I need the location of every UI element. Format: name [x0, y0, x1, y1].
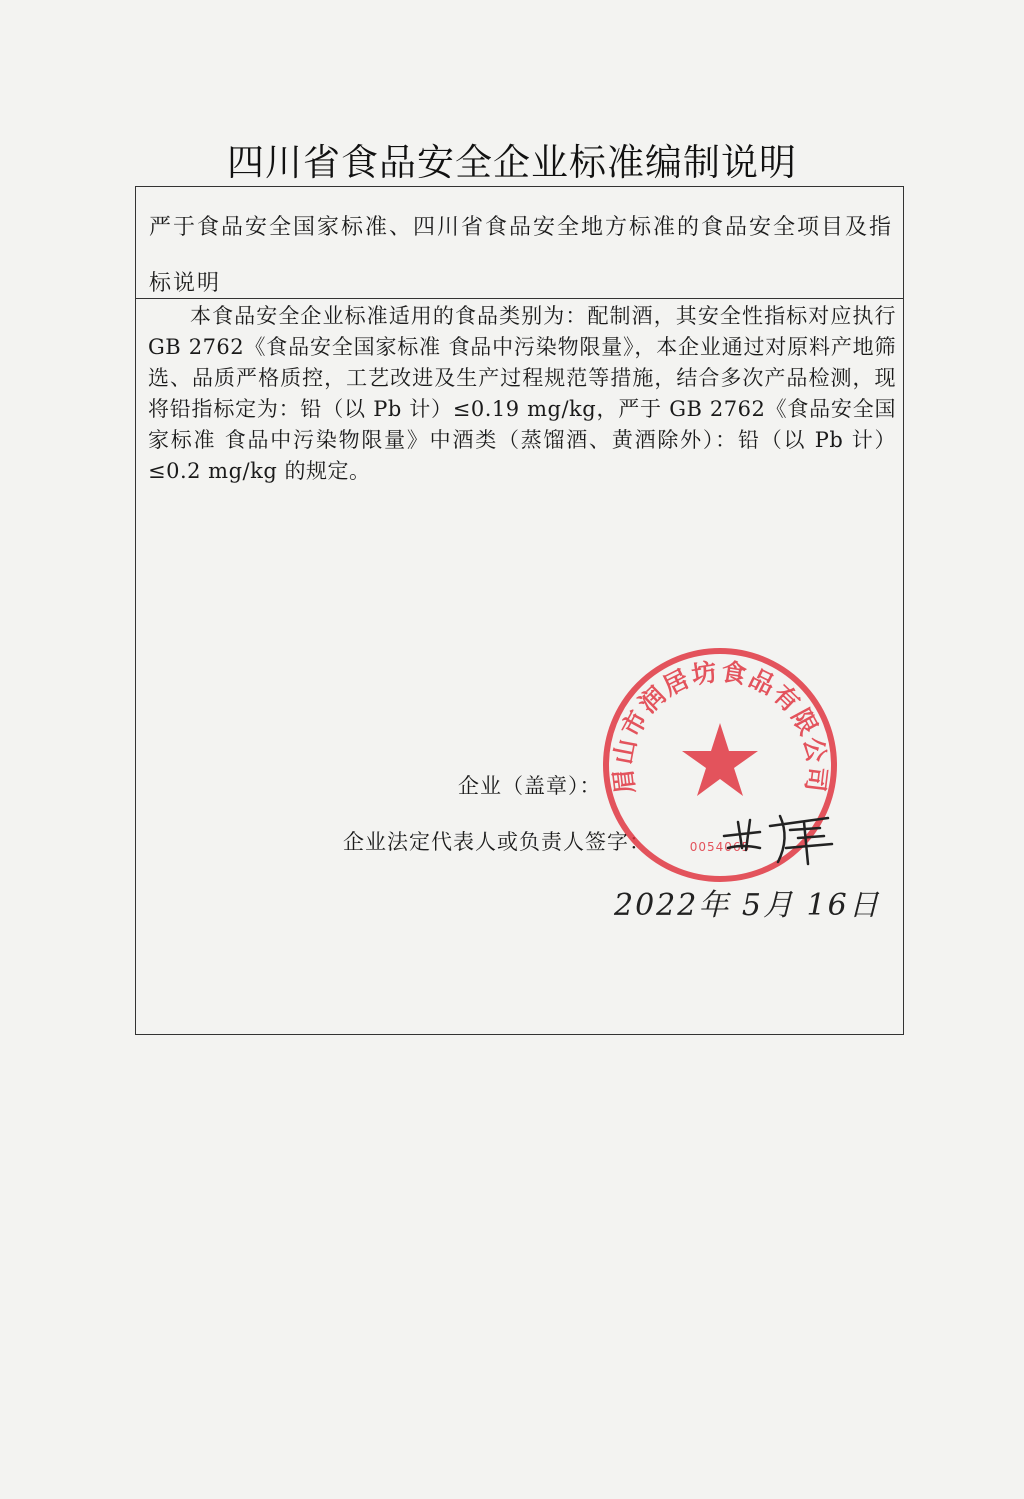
table-header-cell: 严于食品安全国家标准、四川省食品安全地方标准的食品安全项目及指标说明: [136, 187, 903, 299]
handwritten-date: 2022年 5月 16日: [614, 888, 881, 923]
seal-star-icon: [682, 723, 758, 796]
svg-text:眉山市润居坊食品有限公司: 眉山市润居坊食品有限公司: [608, 656, 832, 796]
handwritten-signature: [720, 808, 840, 868]
page-title: 四川省食品安全企业标准编制说明: [227, 141, 797, 184]
seal-label: 企业（盖章）：: [458, 774, 602, 798]
svg-text:0054065: 0054065: [689, 840, 751, 854]
signature-label: 企业法定代表人或负责人签字：: [343, 830, 651, 854]
body-paragraph: 本食品安全企业标准适用的食品类别为：配制酒，其安全性指标对应执行 GB 2762《食品安全国家标准 食品中污染物限量》，本企业通过对原料产地筛选、品质严格质控，工艺改进及生产过程规范等措施，结合多次产品检测，现将铅指标定为：铅（以 Pb 计）≤0.19 mg/kg，严于 GB 2762《食品安全国家标准 食品中污染物限量》中酒类（蒸馏酒、黄酒除外）：铅（以 Pb 计）≤0.2 mg/kg 的规定。: [148, 304, 896, 483]
